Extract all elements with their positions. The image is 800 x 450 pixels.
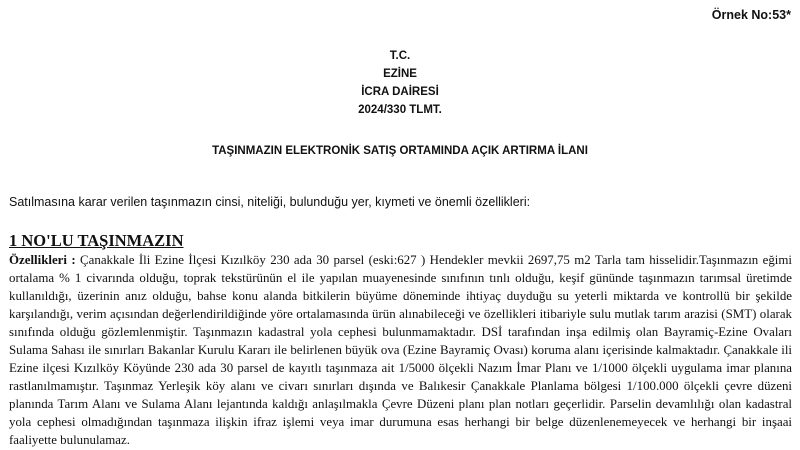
features-text: Çanakkale İli Ezine İlçesi Kızılköy 230 ada 30 parsel (eski:627 ) Hendekler mevkii 2697,75 m2 Tarla tam hisselidir.Taşınmazın eğimi ortalama % 1 civarında olduğu, toprak tekstürünün el ile yapılan muayenesinde sınıfının tınlı olduğu, keşif gününde taşınmazın tarımsal üretimde kullanıldığı, üzerinin anız olduğu, bahse konu alanda bitkilerin büyüme döneminde ihtiyaç duyduğu su yeterli miktarda ve kontrollü bir şekilde karşılandığı, verim açısından değerlendirildiğinde yöre ortalamasında ürün alınabileceği ve özellikleri itibariyle sulu mutlak tarım arazisi (SMT) olarak sınıfında olduğu gözlemlenmiştir. Taşınmazın kadastral yola cephesi bulunmamaktadır. DSİ tarafından inşa edilmiş olan Bayramiç-Ezine Ovaları Sulama Sahası ile sınırları Bakanlar Kurulu Kararı ile belirlenen büyük ova (Ezine Bayramiç Ovası) koruma alanı içerisinde kalmaktadır. Çanakkale ili Ezine ilçesi Kızılköy Köyünde 230 ada 30 parsel de kayıtlı taşınmaza ait 1/5000 ölçekli Nazım İmar Planı ve 1/1000 ölçekli uygulama imar planına rastlanılmamıştır. Taşınmaz Yerleşik köy alanı ve civarı sınırları dışında ve Balıkesir Çanakkale Planlama bölgesi 1/100.000 ölçekli çevre düzeni planında Tarım Alanı ve Sulama Alanı lejantında kaldığı anlaşılmakla Çevre Düzeni planı plan notları geçerlidir. Parselin devamlılığı olan kadastral yola cephesi olmadığından taşınmaza ilişkin ifraz işlemi veya imar durumuna esas herhangi bir belge düzenlenemeyecek ve herhangi bir inşaai faaliyette bulunulamaz. [9, 253, 792, 447]
intro-paragraph: Satılmasına karar verilen taşınmazın cinsi, niteliği, bulunduğu yer, kıymeti ve önemli özellikleri: [9, 195, 531, 209]
header-district: EZİNE [383, 68, 417, 80]
header-office: İCRA DAİRESİ [361, 86, 439, 98]
header-file-number: 2024/330 TLMT. [358, 104, 442, 116]
property-features [9, 251, 792, 449]
features-label: Özellikleri : [9, 253, 76, 267]
sample-number: Örnek No:53* [711, 8, 791, 22]
announcement-title: TAŞINMAZIN ELEKTRONİK SATIŞ ORTAMINDA AÇIK ARTIRMA İLANI [212, 145, 588, 157]
property-heading: 1 NO'LU TAŞINMAZIN [9, 231, 184, 250]
document-header [0, 47, 800, 119]
header-country: T.C. [389, 50, 411, 62]
